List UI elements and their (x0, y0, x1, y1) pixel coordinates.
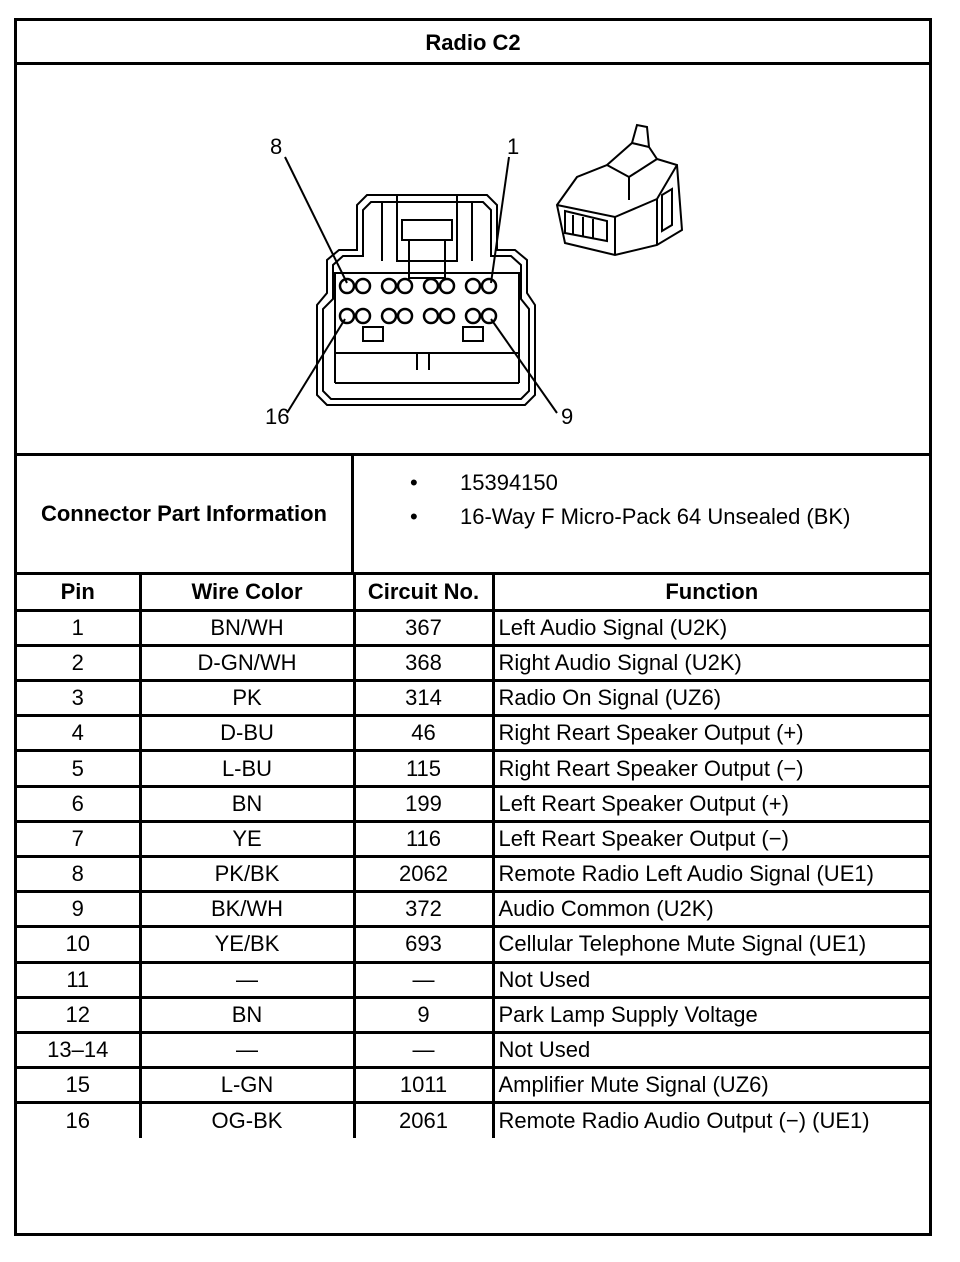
table-row (17, 997, 929, 1032)
pin-label-8: 8 (270, 134, 283, 159)
pinout-table (17, 575, 929, 1138)
wire-cell: BN/WH (140, 610, 354, 645)
table-row (17, 962, 929, 997)
pin-cell: 15 (17, 1068, 140, 1103)
pin-label-16: 16 (265, 404, 290, 429)
table-header-row (17, 575, 929, 610)
wire-cell: BN (140, 786, 354, 821)
function-cell: Right Audio Signal (U2K) (493, 645, 929, 680)
function-cell: Amplifier Mute Signal (UZ6) (493, 1068, 929, 1103)
pin-cell: 1 (17, 610, 140, 645)
circuit-cell: 115 (354, 751, 493, 786)
wire-cell: — (140, 962, 354, 997)
wire-cell: BK/WH (140, 892, 354, 927)
function-cell: Remote Radio Audio Output (−) (UE1) (493, 1103, 929, 1138)
function-cell: Left Audio Signal (U2K) (493, 610, 929, 645)
wire-cell: PK/BK (140, 857, 354, 892)
pin-cell: 13–14 (17, 1032, 140, 1067)
page-title: Radio C2 (17, 21, 929, 65)
circuit-cell: 367 (354, 610, 493, 645)
wire-cell: PK (140, 681, 354, 716)
circuit-cell: 116 (354, 821, 493, 856)
table-row (17, 1103, 929, 1138)
table-row (17, 1032, 929, 1067)
connector-part-info (17, 456, 929, 575)
circuit-cell: 314 (354, 681, 493, 716)
table-row (17, 681, 929, 716)
wire-cell: D-GN/WH (140, 645, 354, 680)
list-item (354, 466, 929, 500)
header-circuit: Circuit No. (354, 575, 493, 610)
pin-cell: 2 (17, 645, 140, 680)
wire-cell: L-GN (140, 1068, 354, 1103)
circuit-cell: 693 (354, 927, 493, 962)
part-number: 15394150 (460, 470, 558, 495)
connector-diagram (17, 65, 929, 456)
table-row (17, 645, 929, 680)
function-cell: Not Used (493, 1032, 929, 1067)
pin-cell: 12 (17, 997, 140, 1032)
wire-cell: D-BU (140, 716, 354, 751)
circuit-cell: 199 (354, 786, 493, 821)
circuit-cell: 2061 (354, 1103, 493, 1138)
table-row (17, 716, 929, 751)
pin-cell: 10 (17, 927, 140, 962)
pin-cell: 4 (17, 716, 140, 751)
table-row (17, 610, 929, 645)
circuit-cell: 2062 (354, 857, 493, 892)
table-row (17, 857, 929, 892)
bullet-icon: • (410, 470, 418, 495)
circuit-cell: — (354, 1032, 493, 1067)
table-row (17, 821, 929, 856)
table-row (17, 786, 929, 821)
connector-info-label: Connector Part Information (17, 456, 354, 572)
wire-cell: YE (140, 821, 354, 856)
function-cell: Right Reart Speaker Output (−) (493, 751, 929, 786)
header-function: Function (493, 575, 929, 610)
pin-cell: 7 (17, 821, 140, 856)
function-cell: Left Reart Speaker Output (−) (493, 821, 929, 856)
wire-cell: YE/BK (140, 927, 354, 962)
pin-cell: 3 (17, 681, 140, 716)
function-cell: Radio On Signal (UZ6) (493, 681, 929, 716)
function-cell: Cellular Telephone Mute Signal (UE1) (493, 927, 929, 962)
pin-label-1: 1 (507, 134, 520, 159)
wire-cell: — (140, 1032, 354, 1067)
circuit-cell: 368 (354, 645, 493, 680)
function-cell: Audio Common (U2K) (493, 892, 929, 927)
connector-description: 16-Way F Micro-Pack 64 Unsealed (BK) (460, 504, 851, 529)
list-item (354, 500, 929, 534)
connector-face-drawing (17, 65, 929, 453)
pin-cell: 11 (17, 962, 140, 997)
pin-cell: 9 (17, 892, 140, 927)
wire-cell: BN (140, 997, 354, 1032)
pin-cell: 16 (17, 1103, 140, 1138)
circuit-cell: 9 (354, 997, 493, 1032)
table-row (17, 751, 929, 786)
bullet-icon: • (410, 504, 418, 529)
function-cell: Not Used (493, 962, 929, 997)
header-pin: Pin (17, 575, 140, 610)
circuit-cell: — (354, 962, 493, 997)
function-cell: Remote Radio Left Audio Signal (UE1) (493, 857, 929, 892)
table-row (17, 927, 929, 962)
pin-label-9: 9 (561, 404, 574, 429)
pin-cell: 6 (17, 786, 140, 821)
header-wire-color: Wire Color (140, 575, 354, 610)
table-row (17, 1068, 929, 1103)
connector-info-list (354, 456, 929, 572)
circuit-cell: 46 (354, 716, 493, 751)
table-row (17, 892, 929, 927)
pin-cell: 8 (17, 857, 140, 892)
function-cell: Left Reart Speaker Output (+) (493, 786, 929, 821)
pin-cell: 5 (17, 751, 140, 786)
function-cell: Park Lamp Supply Voltage (493, 997, 929, 1032)
wire-cell: OG-BK (140, 1103, 354, 1138)
wire-cell: L-BU (140, 751, 354, 786)
connector-sheet (14, 18, 932, 1236)
circuit-cell: 1011 (354, 1068, 493, 1103)
circuit-cell: 372 (354, 892, 493, 927)
function-cell: Right Reart Speaker Output (+) (493, 716, 929, 751)
